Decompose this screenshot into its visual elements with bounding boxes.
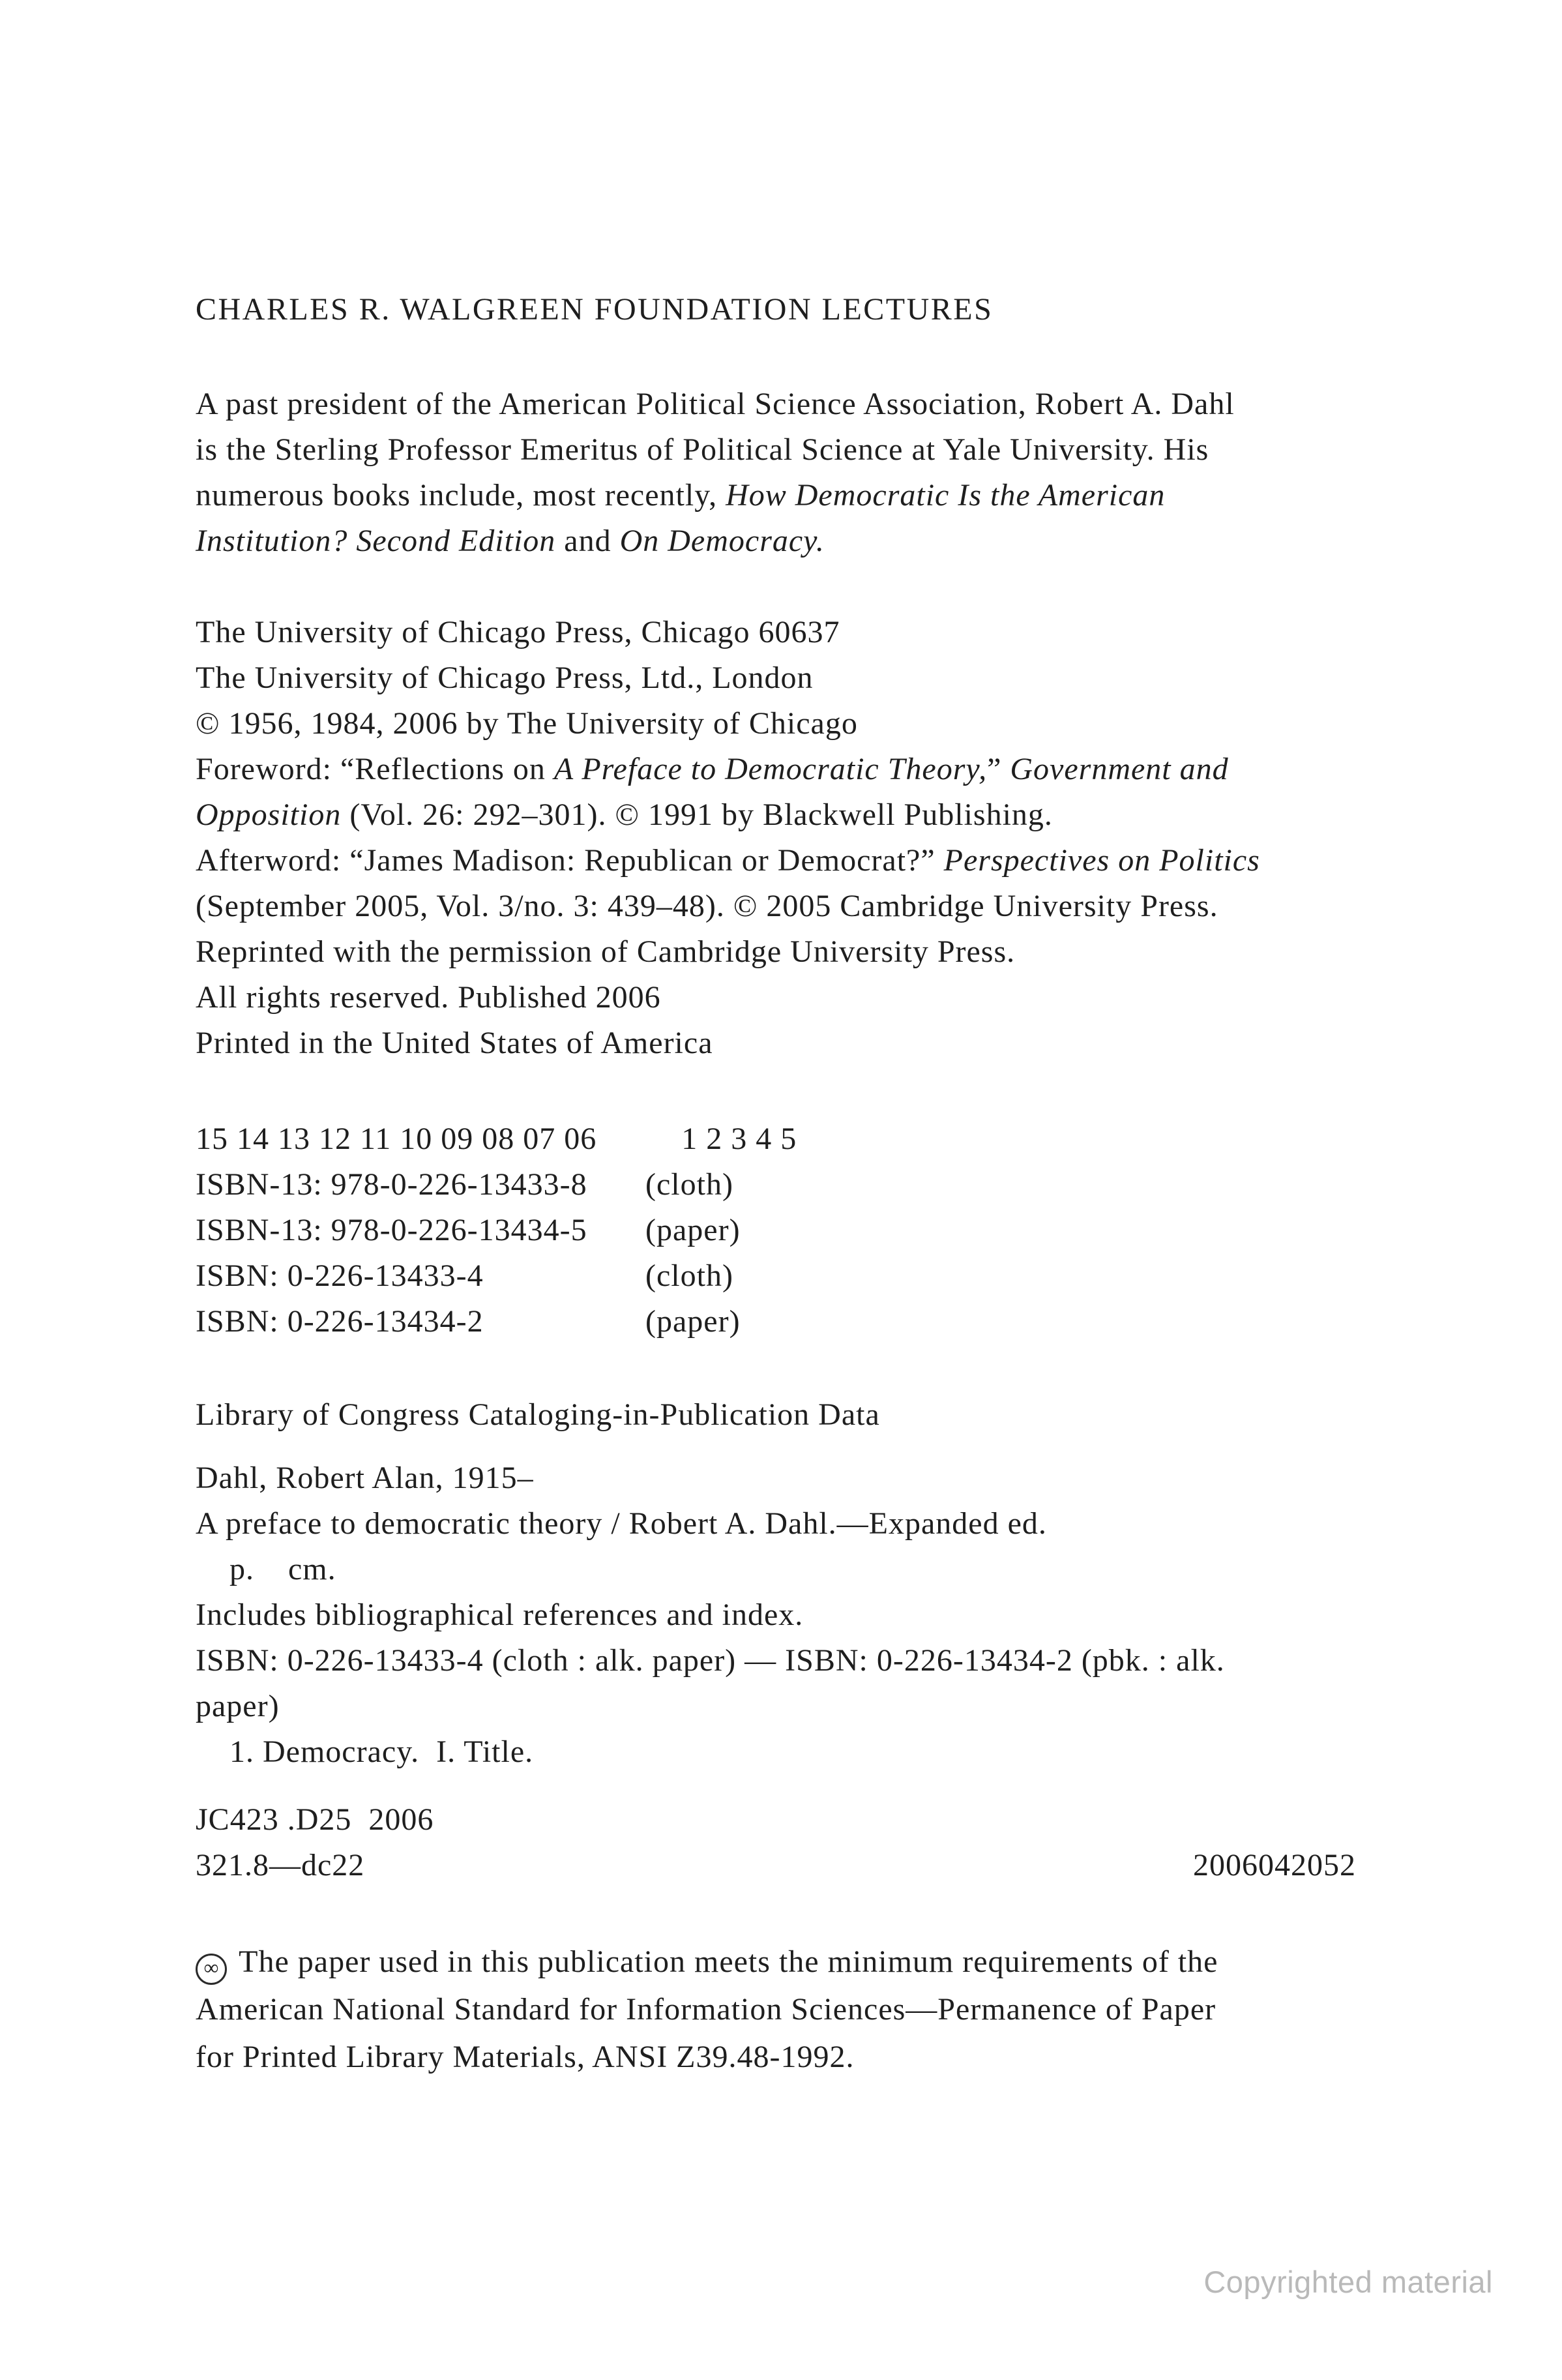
text-segment: Dahl, Robert Alan, 1915–: [196, 1461, 534, 1495]
text-segment: ISBN: 0-226-13433-4 (cloth : alk. paper) — ISBN: 0-226-13434-2 (pbk. : alk.: [196, 1643, 1225, 1678]
series-title: [196, 287, 1395, 333]
isbn-binding-label: (cloth): [645, 1167, 733, 1202]
text-segment: American National Standard for Information Sciences—Permanence of Paper: [196, 1992, 1216, 2027]
text-line: [196, 1843, 1395, 1888]
text-line: [196, 473, 1395, 518]
text-segment: © 1956, 1984, 2006 by The University of Chicago: [196, 706, 858, 741]
text-line: [196, 1592, 1395, 1638]
text-segment: numerous books include, most recently,: [196, 478, 726, 513]
italic-text-segment: Institution? Second Edition: [196, 524, 556, 558]
text-line: [196, 655, 1395, 701]
text-line: [196, 792, 1395, 838]
text-segment: 1. Democracy. I. Title.: [196, 1734, 534, 1769]
text-segment: Library of Congress Cataloging-in-Publication Data: [196, 1397, 880, 1432]
text-line: [196, 838, 1395, 884]
text-line: [196, 747, 1395, 792]
text-segment: ISBN-13: 978-0-226-13433-8: [196, 1167, 587, 1202]
text-line: [196, 427, 1395, 473]
about-author-paragraph: [196, 381, 1395, 564]
text-line: [196, 929, 1395, 975]
text-line: [196, 1729, 1395, 1775]
paper-permanence-statement: [196, 1938, 1395, 2081]
text-line: [196, 1501, 1395, 1547]
permanence-paper-icon: ∞: [196, 1954, 227, 1985]
text-segment: and: [555, 524, 620, 558]
text-segment: Reprinted with the permission of Cambridge University Press.: [196, 934, 1016, 969]
text-segment: All rights reserved. Published 2006: [196, 980, 661, 1015]
text-line: [196, 381, 1395, 427]
text-segment: The University of Chicago Press, Chicago 60637: [196, 615, 840, 649]
text-segment: is the Sterling Professor Emeritus of Political Science at Yale University. His: [196, 432, 1209, 467]
italic-text-segment: A Preface to Democratic Theory,: [553, 752, 988, 786]
text-segment: ”: [987, 752, 1010, 786]
library-of-congress-heading: [196, 1392, 1395, 1438]
text-line: [196, 2033, 1395, 2081]
text-segment: A past president of the American Political Science Association, Robert A. Dahl: [196, 387, 1235, 421]
printing-line-isbn-block: [196, 1116, 1395, 1345]
text-line: [196, 1547, 1395, 1592]
call-number-block: [196, 1797, 1395, 1888]
text-line: [196, 1684, 1395, 1729]
text-line: [196, 610, 1395, 655]
italic-text-segment: On Democracy.: [619, 524, 825, 558]
text-line: [196, 1938, 1395, 1986]
text-segment: p. cm.: [196, 1552, 336, 1586]
italic-text-segment: How Democratic Is the American: [726, 478, 1166, 513]
lccn-number: 2006042052: [1193, 1848, 1356, 1882]
text-line: [196, 1986, 1395, 2033]
text-segment: paper): [196, 1689, 280, 1723]
text-segment: for Printed Library Materials, ANSI Z39.48-1992.: [196, 2040, 855, 2074]
copyrighted-material-watermark: Copyrighted material: [1203, 2265, 1493, 2299]
text-segment: ISBN: 0-226-13434-2: [196, 1304, 484, 1339]
text-segment: The University of Chicago Press, Ltd., London: [196, 661, 814, 695]
text-line: [196, 1253, 1395, 1299]
text-line: [196, 287, 1395, 333]
text-line: [196, 1208, 1395, 1253]
text-segment: ISBN-13: 978-0-226-13434-5: [196, 1213, 587, 1247]
isbn-binding-label: (cloth): [645, 1258, 733, 1293]
text-segment: 15 14 13 12 11 10 09 08 07 06 1 2 3 4 5: [196, 1122, 797, 1156]
text-line: [196, 701, 1395, 747]
text-line: [196, 1020, 1395, 1066]
cataloging-entry-block: [196, 1455, 1395, 1775]
text-segment: The paper used in this publication meets the minimum requirements of the: [231, 1944, 1218, 1979]
text-segment: 321.8—dc22: [196, 1848, 365, 1882]
text-segment: ISBN: 0-226-13433-4: [196, 1258, 484, 1293]
text-line: [196, 884, 1395, 929]
text-segment: Printed in the United States of America: [196, 1026, 713, 1060]
text-line: [196, 1392, 1395, 1438]
text-line: [196, 1162, 1395, 1208]
text-line: [196, 1797, 1395, 1843]
text-line: [196, 1455, 1395, 1501]
isbn-binding-label: (paper): [645, 1304, 741, 1339]
text-segment: Includes bibliographical references and index.: [196, 1598, 804, 1632]
text-segment: Foreword: “Reflections on: [196, 752, 554, 786]
text-segment: (Vol. 26: 292–301). © 1991 by Blackwell Publishing.: [341, 797, 1053, 832]
text-segment: A preface to democratic theory / Robert A. Dahl.—Expanded ed.: [196, 1506, 1047, 1541]
text-segment: CHARLES R. WALGREEN FOUNDATION LECTURES: [196, 292, 994, 327]
text-line: [196, 518, 1395, 564]
text-segment: (September 2005, Vol. 3/no. 3: 439–48). © 2005 Cambridge University Press.: [196, 889, 1218, 923]
italic-text-segment: Perspectives on Politics: [943, 843, 1260, 878]
text-segment: JC423 .D25 2006: [196, 1802, 434, 1837]
text-line: [196, 1638, 1395, 1684]
publication-info-block: [196, 610, 1395, 1066]
isbn-binding-label: (paper): [645, 1213, 741, 1247]
text-line: [196, 1116, 1395, 1162]
italic-text-segment: Government and: [1010, 752, 1229, 786]
text-line: [196, 975, 1395, 1020]
italic-text-segment: Opposition: [196, 797, 342, 832]
text-line: [196, 1299, 1395, 1345]
text-segment: Afterword: “James Madison: Republican or Democrat?”: [196, 843, 944, 878]
